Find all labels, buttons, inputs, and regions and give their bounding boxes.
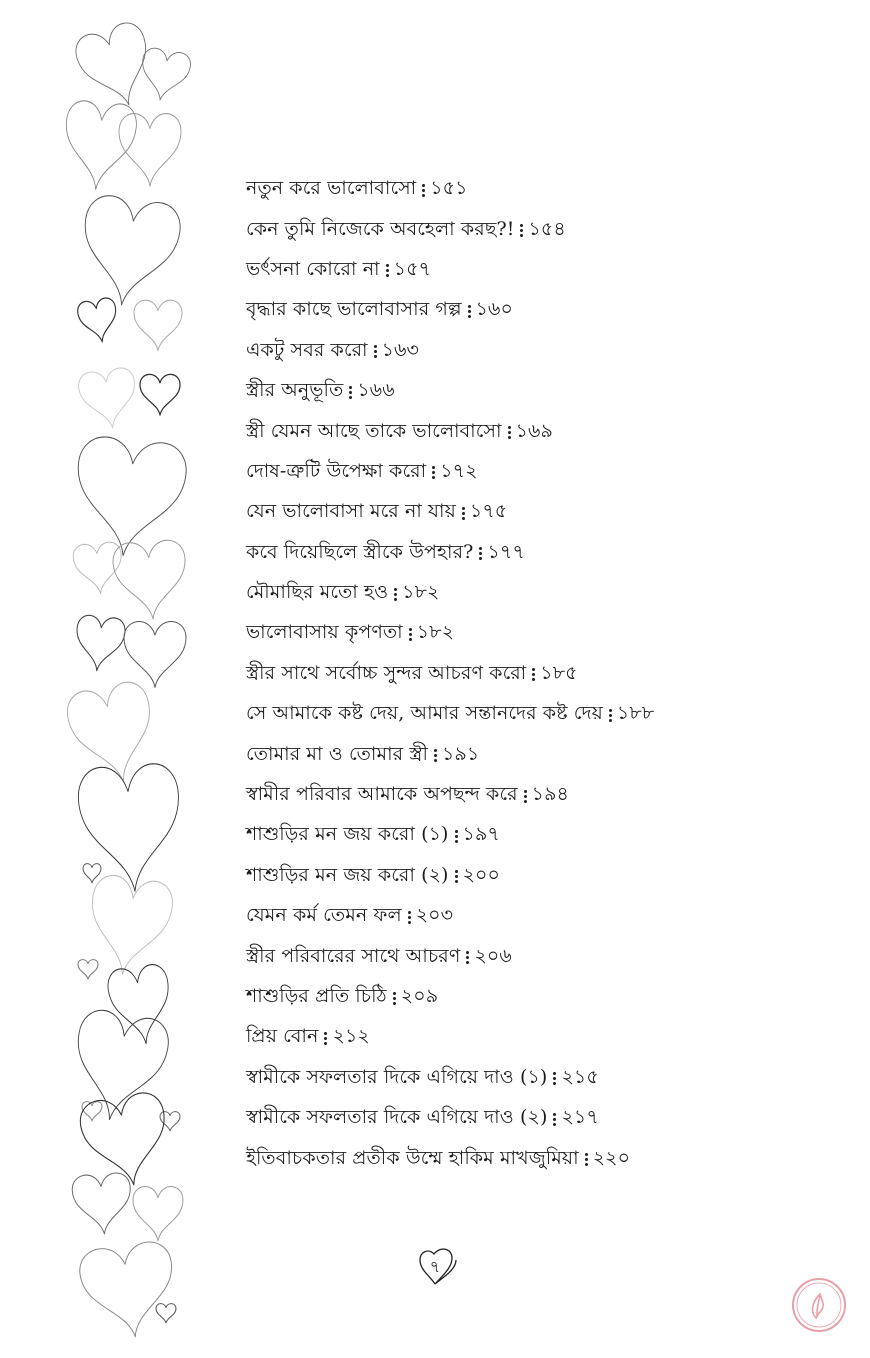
toc-entry-page: ২২০ [592,1146,631,1169]
toc-entry-page: ১৬৩ [381,338,419,361]
dotted-separator-icon [324,1032,327,1045]
toc-entry-page: ১৭৭ [487,540,525,563]
toc-entry-title: যেমন কর্ম তেমন ফল [246,904,402,927]
dotted-separator-icon [524,790,527,803]
dotted-separator-icon [553,1113,556,1126]
dotted-separator-icon [508,426,511,439]
dotted-separator-icon [609,709,612,722]
toc-entry-title: যেন ভালোবাসা মরে না যায় [246,500,456,523]
heart-outline-icon [134,300,182,350]
toc-entry-page: ২০৯ [400,985,439,1007]
dotted-separator-icon [408,911,411,924]
toc-entry [246,493,846,533]
heart-outline-icon [119,114,181,187]
toc-entry-title: স্ত্রীর সাথে সর্বোচ্চ সুন্দর আচরণ করো [246,661,527,684]
dotted-separator-icon [585,1153,588,1166]
toc-entry [246,412,846,452]
toc-entry [246,695,846,735]
toc-entry-title: স্ত্রী যেমন আছে তাকে ভালোবাসো [246,419,502,442]
toc-entry [246,574,846,614]
toc-entry-page: ১৮৮ [616,702,655,725]
toc-entry [246,453,846,493]
heart-outline-icon [140,374,180,415]
toc-entry-title: কবে দিয়েছিলে স্ত্রীকে উপহার? [246,540,474,563]
heart-outline-icon [77,1239,181,1343]
heart-outline-icon [156,1304,176,1323]
toc-entry [246,534,846,574]
dotted-separator-icon [393,992,396,1005]
dotted-separator-icon [466,951,469,964]
toc-entry-page: ২১৭ [561,1106,599,1129]
toc-entry-page: ১৯৭ [462,823,500,846]
toc-entry-title: প্রিয় বোন [246,1025,319,1048]
toc-entry-page: ১৭২ [440,459,478,482]
table-of-contents [246,170,846,1180]
heart-outline-icon [112,539,189,621]
toc-entry [246,332,846,372]
toc-entry-page: ১৯৪ [531,783,569,806]
toc-entry [246,816,846,856]
toc-entry-page: ১৬৯ [515,419,553,442]
toc-entry-page: ২১৫ [561,1065,599,1088]
heart-outline-icon [76,762,185,895]
toc-entry [246,210,846,250]
toc-entry [246,857,846,897]
heart-outline-icon [83,864,101,883]
toc-entry-page: ১৮২ [416,621,455,644]
heart-outline-icon [63,678,163,790]
toc-entry-title: শাশুড়ির মন জয় করো (১) [246,823,449,846]
toc-entry [246,291,846,331]
toc-entry-title: শাশুড়ির মন জয় করো (২) [246,863,449,886]
toc-entry-title: ভর্ৎসনা কোরো না [246,257,380,280]
toc-entry [246,251,846,291]
heart-outline-icon [78,960,98,979]
dotted-separator-icon [468,305,471,318]
toc-entry-title: স্বামীর পরিবার আমাকে অপছন্দ করে [246,783,518,806]
toc-entry-page: ২১২ [332,1025,370,1048]
heart-outline-icon [75,193,184,312]
page-number-ornament [412,1240,468,1290]
dotted-separator-icon [479,547,482,560]
heart-outline-icon [73,614,126,673]
toc-entry [246,937,846,977]
toc-entry-title: ভালোবাসায় কৃপণতা [246,621,403,644]
heart-outline-icon [71,1172,133,1236]
toc-entry [246,735,846,775]
toc-entry-title: বৃদ্ধার কাছে ভালোবাসার গল্প [246,298,462,321]
toc-entry-title: দোষ-ত্রুটি উপেক্ষা করো [246,459,427,482]
toc-entry [246,170,846,210]
heart-outline-icon [82,1102,102,1121]
dotted-separator-icon [455,830,458,843]
toc-entry-page: ১৮৫ [540,661,578,684]
heart-outline-icon [83,873,176,980]
dotted-separator-icon [409,628,412,641]
dotted-separator-icon [520,224,523,237]
heart-outline-icon [76,297,121,346]
toc-entry [246,1139,846,1179]
heart-outline-icon [133,1187,183,1241]
toc-entry-title: শাশুড়ির প্রতি চিঠি [246,985,387,1007]
toc-entry-page: ১৮২ [402,581,440,604]
dotted-separator-icon [422,184,425,197]
dotted-separator-icon [462,507,465,520]
dotted-separator-icon [394,588,397,601]
toc-entry-title: নতুন করে ভালোবাসো [246,177,417,200]
heart-border-icon [0,0,230,1358]
toc-entry-title: স্বামীকে সফলতার দিকে এগিয়ে দাও (২) [246,1106,548,1129]
heart-outline-icon [77,366,141,431]
heart-outline-icon [69,434,189,561]
toc-entry [246,897,846,937]
dotted-separator-icon [455,870,458,883]
toc-entry-title: কেন তুমি নিজেকে অবহেলা করছ?! [246,217,515,240]
dotted-separator-icon [532,668,535,681]
toc-entry-title: তোমার মা ও তোমার স্ত্রী [246,742,428,765]
publisher-logo-icon [790,1276,848,1334]
heart-outline-icon [106,963,176,1048]
heart-outline-icon [65,1007,172,1128]
dotted-separator-icon [432,466,435,479]
toc-entry-page: ১৫৭ [393,257,431,280]
dotted-separator-icon [386,264,389,277]
toc-entry [246,776,846,816]
toc-entry-title: ইতিবাচকতার প্রতীক উম্মে হাকিম মাখজুমিয়া [246,1146,579,1169]
heart-outline-icon [124,622,186,688]
toc-entry-page: ১৭৫ [469,500,508,523]
toc-entry-title: স্ত্রীর অনুভূতি [246,379,344,402]
toc-entry-title: স্বামীকে সফলতার দিকে এগিয়ে দাও (১) [246,1065,548,1088]
dotted-separator-icon [434,749,437,762]
folio-number: ৭ [429,1257,441,1276]
toc-entry-page: ১৫৪ [528,217,566,240]
toc-entry [246,655,846,695]
heart-outline-icon [61,99,138,192]
toc-entry-page: ১৯১ [441,742,480,765]
toc-entry-page: ২০৩ [415,904,454,927]
toc-entry-title: সে আমাকে কষ্ট দেয়, আমার সন্তানদের কষ্ট দেয় [246,702,603,725]
dotted-separator-icon [349,386,352,399]
toc-entry-page: ২০৬ [474,944,512,967]
toc-entry-title: স্ত্রীর পরিবারের সাথে আচরণ [246,944,461,967]
toc-entry-page: ১৫১ [430,177,468,200]
toc-entry-title: একটু সবর করো [246,338,368,361]
toc-entry-page: ২০০ [462,863,500,886]
toc-entry-title: মৌমাছির মতো হও [246,581,389,604]
dotted-separator-icon [374,345,377,358]
toc-entry [246,978,846,1018]
toc-entry [246,614,846,654]
toc-entry-page: ১৬০ [475,298,513,321]
toc-entry [246,1018,846,1058]
dotted-separator-icon [553,1072,556,1085]
toc-entry [246,1099,846,1139]
toc-entry [246,1059,846,1099]
toc-entry-page: ১৬৬ [357,379,395,402]
toc-entry [246,372,846,412]
